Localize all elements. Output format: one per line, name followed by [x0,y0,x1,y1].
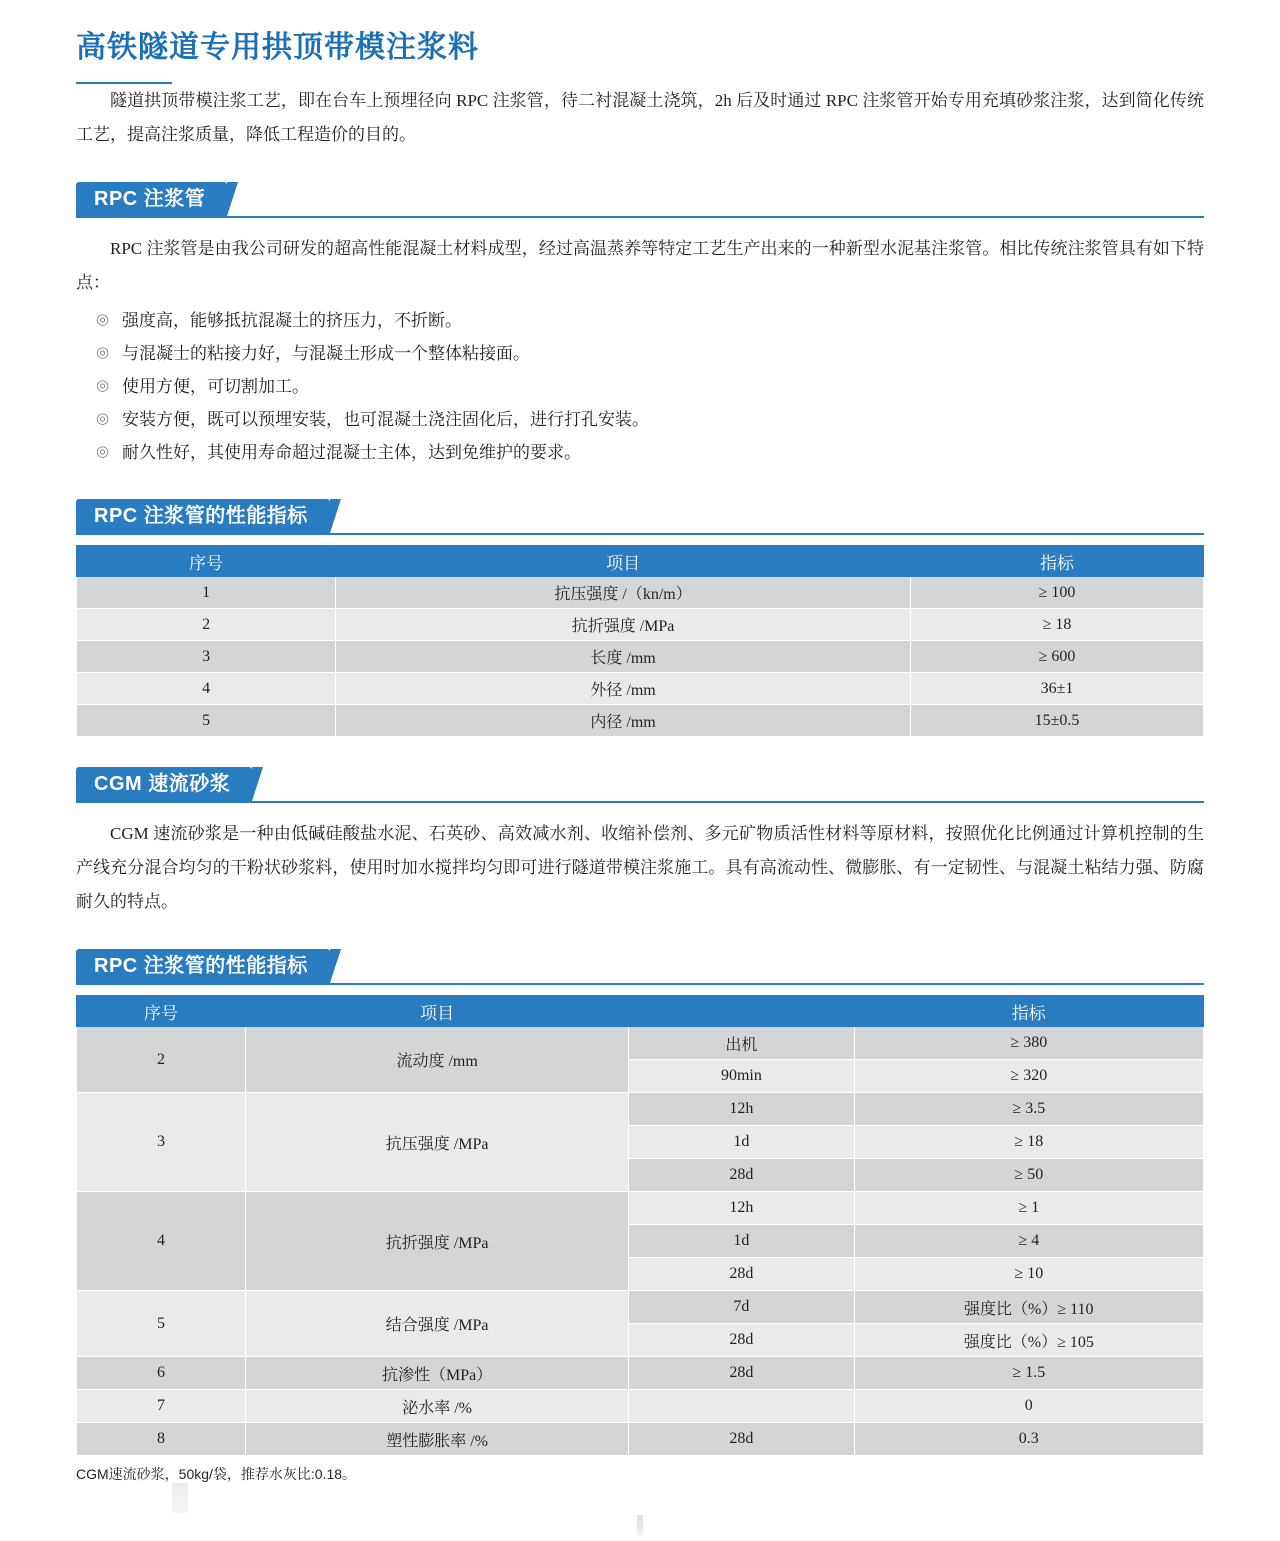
table-cell: ≥ 18 [910,609,1203,641]
table-cell-condition: 7d [629,1291,854,1324]
table-cell-item: 泌水率 /% [246,1390,629,1423]
table-row [77,705,1204,737]
table-cell: 5 [77,705,336,737]
table-cell: 长度 /mm [336,641,911,673]
bullet-icon: ◎ [96,411,110,427]
table-cell-condition: 28d [629,1258,854,1291]
decorative-mark-left [172,1483,188,1513]
table-cell-value: ≥ 10 [854,1258,1203,1291]
bullet-icon: ◎ [96,378,110,394]
table-cell-condition: 12h [629,1093,854,1126]
table-header-row [77,996,1204,1027]
table-cell-value: ≥ 4 [854,1225,1203,1258]
section-heading-rpc-table [76,499,1204,535]
table-cell: 抗折强度 /MPa [336,609,911,641]
column-header: 指标 [854,996,1203,1027]
table-cell-item: 结合强度 /MPa [246,1291,629,1357]
section-heading-cgm-table [76,949,1204,985]
column-header: 项目 [246,996,629,1027]
table-cell-item: 塑性膨胀率 /% [246,1423,629,1456]
table-cell: 内径 /mm [336,705,911,737]
table-cell: 3 [77,641,336,673]
column-header [629,996,854,1027]
table-row [77,609,1204,641]
table-cell: ≥ 100 [910,577,1203,609]
list-item [96,403,1204,436]
section-heading-rule [76,216,1204,218]
table-cell-value: ≥ 380 [854,1027,1203,1060]
column-header: 项目 [336,546,911,577]
cgm-paragraph: CGM 速流砂浆是一种由低碱硅酸盐水泥、石英砂、高效减水剂、收缩补偿剂、多元矿物质活性材料等原材料，按照优化比例通过计算机控制的生产线充分混合均匀的干粉状砂浆料，使用时加水搅拌均匀即可进行隧道带模注浆施工。具有高流动性、微膨胀、有一定韧性、与混凝土粘结力强、防腐耐久的特点。 [76,824,1204,911]
table-cell: 15±0.5 [910,705,1203,737]
table-cell-index: 4 [77,1192,246,1291]
table-header-row [77,546,1204,577]
table-cell: ≥ 600 [910,641,1203,673]
table-cell-item: 抗渗性（MPa） [246,1357,629,1390]
intro-paragraph: 隧道拱顶带模注浆工艺，即在台车上预埋径向 RPC 注浆管，待二衬混凝土浇筑，2h 后及时通过 RPC 注浆管开始专用充填砂浆注浆，达到简化传统工艺，提高注浆质量，降低工程造价的目的。 [76,91,1204,144]
table-cell-condition: 28d [629,1159,854,1192]
table-row [77,1027,1204,1060]
table-cell-condition: 90min [629,1060,854,1093]
decorative-mark-footer [637,1515,643,1535]
section-heading-label: RPC 注浆管的性能指标 [76,499,330,533]
list-item-label: 使用方便，可切割加工。 [122,377,309,396]
list-item [96,337,1204,370]
table-cell-index: 2 [77,1027,246,1093]
list-item-label: 强度高，能够抵抗混凝土的挤压力，不折断。 [122,311,462,330]
table-cell-condition: 28d [629,1324,854,1357]
section-heading-rule [76,533,1204,535]
table-cell: 4 [77,673,336,705]
rpc-pipe-feature-list [76,304,1204,469]
section-heading-rpc-pipe [76,182,1204,218]
table-cell-value: ≥ 50 [854,1159,1203,1192]
list-item-label: 安装方便，既可以预埋安装，也可混凝土浇注固化后，进行打孔安装。 [122,410,649,429]
table-cell-value: ≥ 320 [854,1060,1203,1093]
table-row [77,673,1204,705]
table-cell-item: 抗压强度 /MPa [246,1093,629,1192]
list-item-label: 耐久性好，其使用寿命超过混凝士主体，达到免维护的要求。 [122,443,581,462]
table-cell: 1 [77,577,336,609]
table-row [77,641,1204,673]
table-cell-value: 强度比（%）≥ 110 [854,1291,1203,1324]
table-cell: 36±1 [910,673,1203,705]
table-row [77,577,1204,609]
table-cell-value: 0 [854,1390,1203,1423]
column-header: 序号 [77,996,246,1027]
table-cell-value: ≥ 3.5 [854,1093,1203,1126]
table-cell: 抗压强度 /（kn/m） [336,577,911,609]
table-row [77,1093,1204,1126]
table-row [77,1291,1204,1324]
section-heading-cgm [76,767,1204,803]
column-header: 指标 [910,546,1203,577]
bullet-icon: ◎ [96,345,110,361]
list-item [96,304,1204,337]
table-row [77,1192,1204,1225]
table-cell: 2 [77,609,336,641]
page-title: 高铁隧道专用拱顶带模注浆料 [76,31,479,64]
column-header: 序号 [77,546,336,577]
table-cell-condition: 1d [629,1126,854,1159]
bullet-icon: ◎ [96,444,110,460]
table-cell-value: 0.3 [854,1423,1203,1456]
table-cell-index: 8 [77,1423,246,1456]
table-cell-condition: 出机 [629,1027,854,1060]
section-heading-rule [76,983,1204,985]
list-item [96,370,1204,403]
table-cell-index: 5 [77,1291,246,1357]
section-body-cgm [76,817,1204,919]
table-cell-condition [629,1390,854,1423]
table-cell-item: 流动度 /mm [246,1027,629,1093]
table-row [77,1390,1204,1423]
rpc-performance-table [76,545,1204,737]
rpc-pipe-paragraph: RPC 注浆管是由我公司研发的超高性能混凝土材料成型，经过高温蒸养等特定工艺生产出来的一种新型水泥基注浆管。相比传统注浆管具有如下特点： [76,239,1204,292]
table-cell-condition: 28d [629,1423,854,1456]
section-heading-label: RPC 注浆管的性能指标 [76,949,330,983]
table-cell-item: 抗折强度 /MPa [246,1192,629,1291]
section-heading-label: RPC 注浆管 [76,182,227,216]
list-item [96,436,1204,469]
table-cell-index: 7 [77,1390,246,1423]
table-cell-condition: 12h [629,1192,854,1225]
table-row [77,1357,1204,1390]
table-cell-value: ≥ 1.5 [854,1357,1203,1390]
table-cell-index: 3 [77,1093,246,1192]
table-cell: 外径 /mm [336,673,911,705]
section-body-rpc-pipe [76,232,1204,469]
bullet-icon: ◎ [96,312,110,328]
table-cell-condition: 1d [629,1225,854,1258]
section-heading-rule [76,801,1204,803]
table-cell-value: 强度比（%）≥ 105 [854,1324,1203,1357]
cgm-table-note: CGM速流砂浆，50kg/袋，推荐水灰比:0.18。 [76,1466,357,1482]
table-cell-condition: 28d [629,1357,854,1390]
cgm-performance-table [76,995,1204,1456]
list-item-label: 与混凝士的粘接力好，与混凝土形成一个整体粘接面。 [122,344,530,363]
table-row [77,1423,1204,1456]
table-cell-index: 6 [77,1357,246,1390]
table-cell-value: ≥ 1 [854,1192,1203,1225]
section-heading-label: CGM 速流砂浆 [76,767,252,801]
table-cell-value: ≥ 18 [854,1126,1203,1159]
